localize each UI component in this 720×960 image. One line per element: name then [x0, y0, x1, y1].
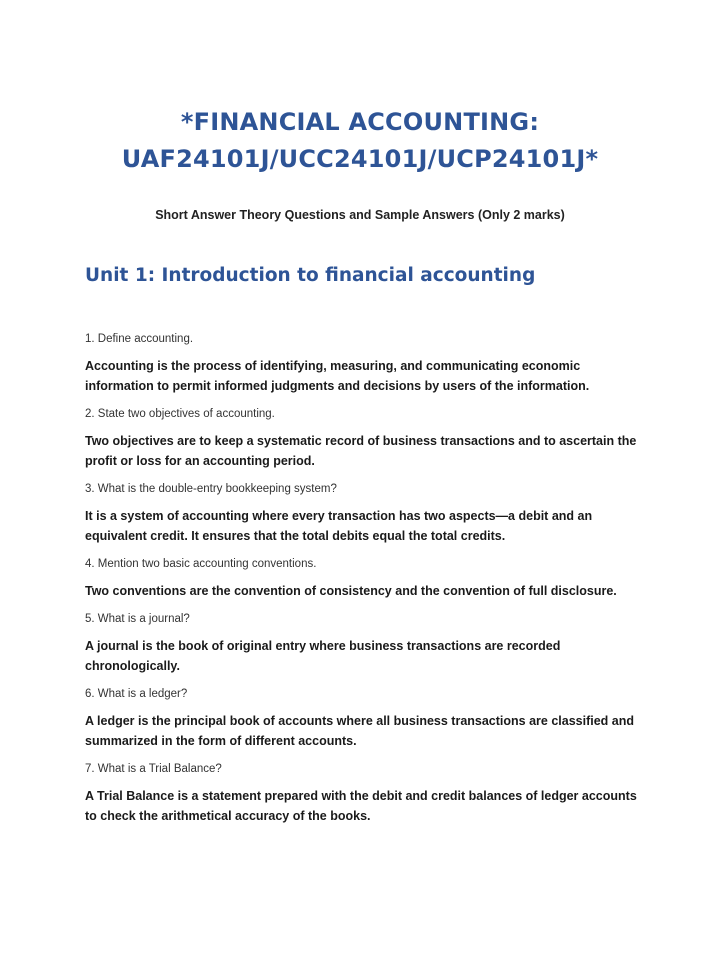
question-text: 2. State two objectives of accounting.	[85, 408, 275, 420]
qa-item	[85, 407, 645, 471]
answer-text: It is a system of accounting where every transaction has two aspects—a debit and an equivalent credit. It ensures that the total debits equal the total credits.	[85, 509, 593, 543]
qa-item	[85, 762, 645, 826]
question-text: 6. What is a ledger?	[85, 688, 188, 700]
question-text: 7. What is a Trial Balance?	[85, 763, 222, 775]
unit-heading: Unit 1: Introduction to financial accounting	[85, 265, 536, 286]
question-text: 3. What is the double-entry bookkeeping system?	[85, 483, 337, 495]
document-title	[40, 104, 680, 178]
answer-text: Two objectives are to keep a systematic record of business transactions and to ascertain the profit or loss for an accounting period.	[85, 434, 637, 468]
qa-item	[85, 482, 645, 546]
qa-list	[85, 332, 645, 837]
answer-text: Accounting is the process of identifying, measuring, and communicating economic information to permit informed judgments and decisions by users of the information.	[85, 359, 590, 393]
answer-text: A ledger is the principal book of accounts where all business transactions are classified and summarized in the form of different accounts.	[85, 714, 635, 748]
document-title-line-1: *FINANCIAL ACCOUNTING:	[180, 108, 540, 136]
question-text: 5. What is a journal?	[85, 613, 190, 625]
document-title-line-2: UAF24101J/UCC24101J/UCP24101J*	[121, 145, 599, 173]
answer-text: Two conventions are the convention of consistency and the convention of full disclosure.	[85, 584, 617, 598]
question-text: 4. Mention two basic accounting conventions.	[85, 558, 317, 570]
answer-text: A journal is the book of original entry where business transactions are recorded chronologically.	[85, 639, 561, 673]
qa-item	[85, 687, 645, 751]
question-text: 1. Define accounting.	[85, 333, 194, 345]
qa-item	[85, 332, 645, 396]
qa-item	[85, 557, 645, 601]
document-subtitle: Short Answer Theory Questions and Sample Answers (Only 2 marks)	[155, 208, 565, 222]
answer-text: A Trial Balance is a statement prepared with the debit and credit balances of ledger accounts to check the arithmetical accuracy of the books.	[85, 789, 637, 823]
qa-item	[85, 612, 645, 676]
